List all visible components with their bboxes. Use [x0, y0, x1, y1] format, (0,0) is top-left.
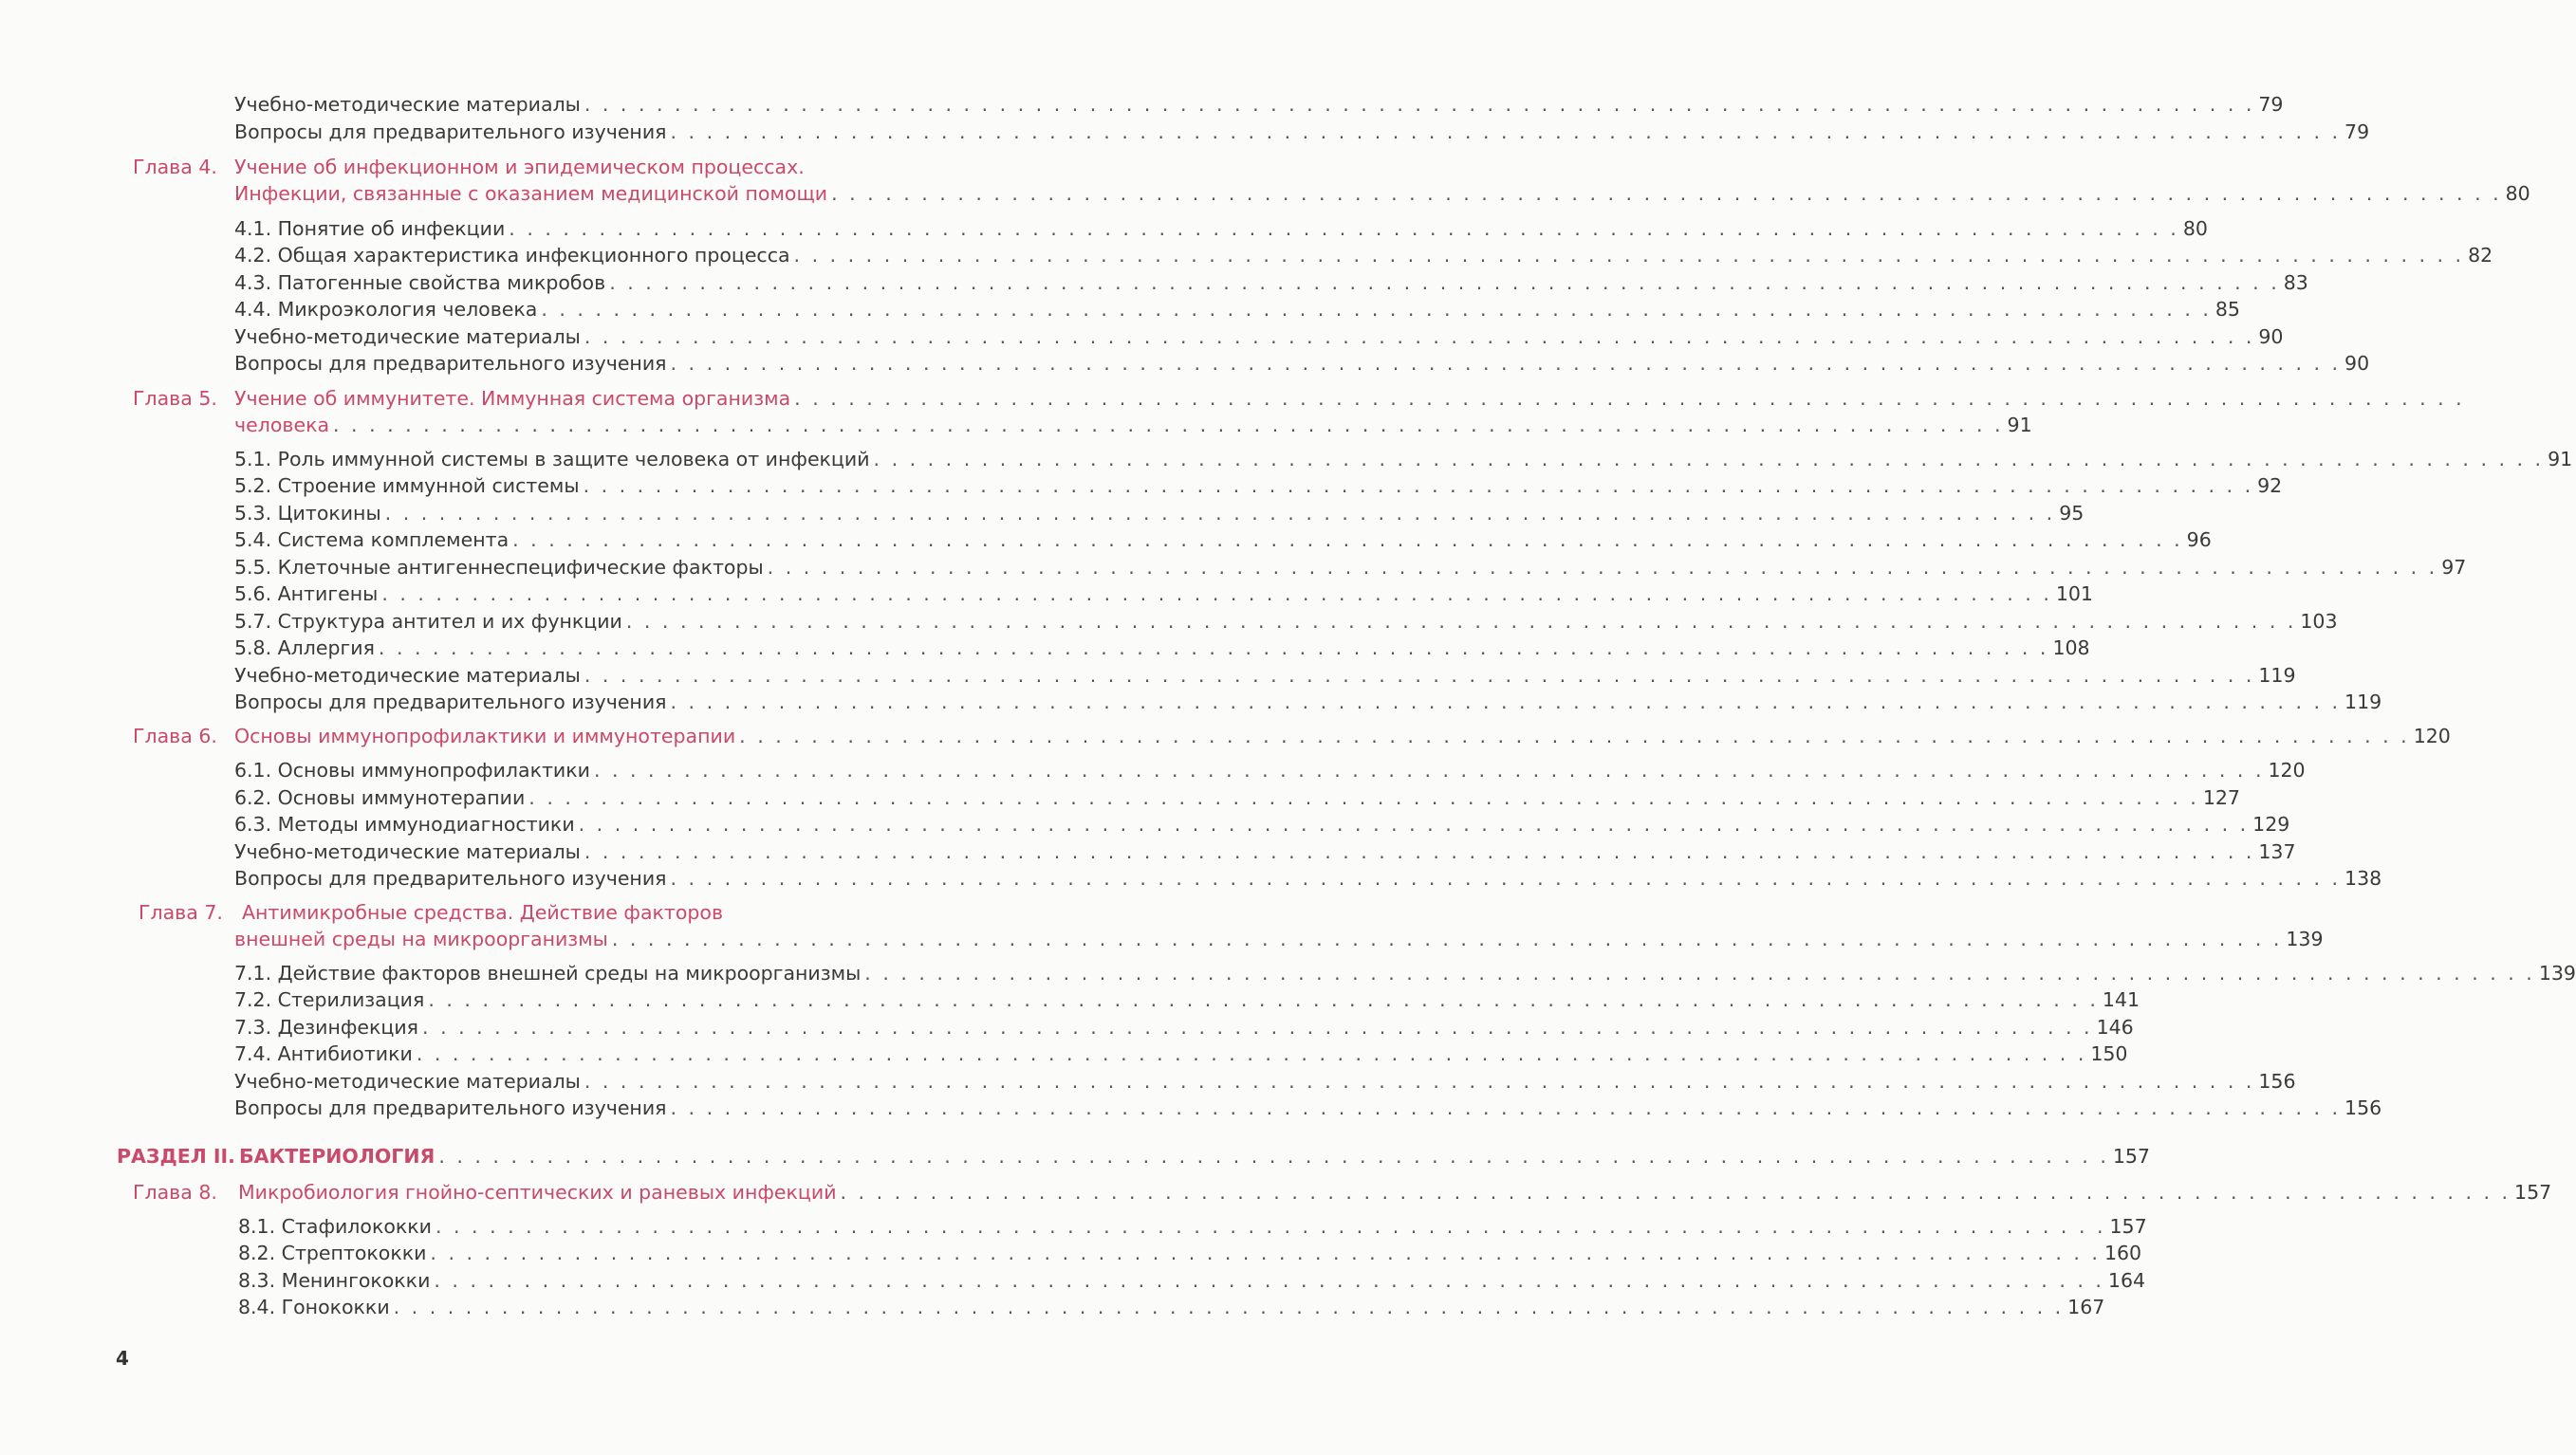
toc-entry — [0, 91, 2284, 118]
dot-leader: . . . . . . . . . . . . . . . . . . . . . . . . . . . . . . . . . . . . . . . . . . . . . . . . . . . . . . . . . . . . . . . . . . . . . . . . . . . . . . . . . . . . . . . . . . . . . — [584, 1070, 2255, 1093]
entry-title: 6.1. Основы иммунопрофилактики — [234, 759, 590, 782]
entry-title: Учебно-методические материалы — [234, 93, 581, 116]
page-number: 97 — [2441, 556, 2467, 579]
entry-title: 4.3. Патогенные свойства микробов — [234, 271, 606, 294]
page-number: 108 — [2052, 636, 2090, 659]
page-number: 95 — [2059, 502, 2085, 525]
toc-entry — [0, 635, 2090, 661]
toc-entry — [0, 689, 2382, 715]
page-number: 156 — [2344, 1096, 2382, 1119]
page-number: 139 — [2538, 962, 2576, 985]
dot-leader: . . . . . . . . . . . . . . . . . . . . . . . . . . . . . . . . . . . . . . . . . . . . . . . . . . . . . . . . . . . . . . . . . . . . . . . . . . . . . . . . . . . . . . . . . . . . . — [840, 1181, 2511, 1204]
dot-leader: . . . . . . . . . . . . . . . . . . . . . . . . . . . . . . . . . . . . . . . . . . . . . . . . . . . . . . . . . . . . . . . . . . . . . . . . . . . . . . . . . . . . . . . . . . . . . — [584, 93, 2255, 116]
dot-leader: . . . . . . . . . . . . . . . . . . . . . . . . . . . . . . . . . . . . . . . . . . . . . . . . . . . . . . . . . . . . . . . . . . . . . . . . . . . . . . . . . . . . . . . . . . . . . — [794, 387, 2465, 410]
dot-leader: . . . . . . . . . . . . . . . . . . . . . . . . . . . . . . . . . . . . . . . . . . . . . . . . . . . . . . . . . . . . . . . . . . . . . . . . . . . . . . . . . . . . . . . . . . . . . — [611, 928, 2283, 950]
entry-title: Вопросы для предварительного изучения — [234, 352, 667, 375]
toc-entry — [0, 296, 2240, 322]
toc-entry — [0, 865, 2382, 892]
page-number: 156 — [2258, 1070, 2296, 1093]
chapter-title: Микробиология гнойно-септических и раневых инфекций — [238, 1181, 837, 1204]
toc-entry — [0, 580, 2093, 607]
page-number: 119 — [2258, 664, 2296, 687]
dot-leader: . . . . . . . . . . . . . . . . . . . . . . . . . . . . . . . . . . . . . . . . . . . . . . . . . . . . . . . . . . . . . . . . . . . . . . . . . . . . . . . . . . . . . . . . . . . . . — [793, 244, 2465, 267]
dot-leader: . . . . . . . . . . . . . . . . . . . . . . . . . . . . . . . . . . . . . . . . . . . . . . . . . . . . . . . . . . . . . . . . . . . . . . . . . . . . . . . . . . . . . . . . . . . . . — [831, 182, 2502, 205]
entry-title: 8.1. Стафилококки — [238, 1215, 432, 1238]
toc-entry — [0, 1267, 2146, 1294]
page-number: 83 — [2283, 271, 2308, 294]
dot-leader: . . . . . . . . . . . . . . . . . . . . . . . . . . . . . . . . . . . . . . . . . . . . . . . . . . . . . . . . . . . . . . . . . . . . . . . . . . . . . . . . . . . . . . . . . . . . . — [584, 840, 2255, 863]
page-number: 150 — [2090, 1042, 2128, 1065]
page-number: 85 — [2215, 298, 2240, 321]
chapter-heading — [0, 899, 949, 926]
entry-title: 7.1. Действие факторов внешней среды на микроорганизмы — [234, 962, 862, 985]
section-title: БАКТЕРИОЛОГИЯ — [239, 1145, 436, 1168]
entry-title: 7.3. Дезинфекция — [234, 1016, 419, 1039]
entry-title: Учебно-методические материалы — [234, 1070, 581, 1093]
entry-title: 7.2. Стерилизация — [234, 988, 425, 1011]
toc-entry — [0, 350, 2370, 377]
chapter-heading-continued — [0, 412, 2032, 438]
dot-leader: . . . . . . . . . . . . . . . . . . . . . . . . . . . . . . . . . . . . . . . . . . . . . . . . . . . . . . . . . . . . . . . . . . . . . . . . . . . . . . . . . . . . . . . . . . . . . — [873, 448, 2545, 470]
page-number: 80 — [2505, 182, 2530, 205]
entry-title: 5.7. Структура антител и их функции — [234, 610, 622, 633]
page-number: 157 — [2109, 1215, 2147, 1238]
dot-leader: . . . . . . . . . . . . . . . . . . . . . . . . . . . . . . . . . . . . . . . . . . . . . . . . . . . . . . . . . . . . . . . . . . . . . . . . . . . . . . . . . . . . . . . . . . . . . — [593, 759, 2265, 782]
entry-title: Вопросы для предварительного изучения — [234, 691, 667, 713]
dot-leader: . . . . . . . . . . . . . . . . . . . . . . . . . . . . . . . . . . . . . . . . . . . . . . . . . . . . . . . . . . . . . . . . . . . . . . . . . . . . . . . . . . . . . . . . . . . . . — [670, 867, 2342, 890]
page-number: 96 — [2186, 528, 2212, 551]
dot-leader: . . . . . . . . . . . . . . . . . . . . . . . . . . . . . . . . . . . . . . . . . . . . . . . . . . . . . . . . . . . . . . . . . . . . . . . . . . . . . . . . . . . . . . . . . . . . . — [435, 1215, 2106, 1238]
dot-leader: . . . . . . . . . . . . . . . . . . . . . . . . . . . . . . . . . . . . . . . . . . . . . . . . . . . . . . . . . . . . . . . . . . . . . . . . . . . . . . . . . . . . . . . . . . . . . — [438, 1145, 2109, 1168]
dot-leader: . . . . . . . . . . . . . . . . . . . . . . . . . . . . . . . . . . . . . . . . . . . . . . . . . . . . . . . . . . . . . . . . . . . . . . . . . . . . . . . . . . . . . . . . . . . . . — [864, 962, 2535, 985]
dot-leader: . . . . . . . . . . . . . . . . . . . . . . . . . . . . . . . . . . . . . . . . . . . . . . . . . . . . . . . . . . . . . . . . . . . . . . . . . . . . . . . . . . . . . . . . . . . . . — [625, 610, 2297, 633]
toc-entry — [0, 662, 2296, 689]
dot-leader: . . . . . . . . . . . . . . . . . . . . . . . . . . . . . . . . . . . . . . . . . . . . . . . . . . . . . . . . . . . . . . . . . . . . . . . . . . . . . . . . . . . . . . . . . . . . . — [378, 636, 2049, 659]
entry-title: 5.5. Клеточные антигеннеспецифические факторы — [234, 556, 764, 579]
toc-entry — [0, 608, 2338, 635]
page-number: 127 — [2202, 786, 2240, 809]
section-heading — [0, 1143, 2150, 1170]
chapter-label: Глава 6. — [133, 725, 217, 747]
page-number: 80 — [2182, 217, 2208, 240]
toc-entry — [0, 1041, 2128, 1067]
toc-entry — [0, 119, 2370, 145]
dot-leader: . . . . . . . . . . . . . . . . . . . . . . . . . . . . . . . . . . . . . . . . . . . . . . . . . . . . . . . . . . . . . . . . . . . . . . . . . . . . . . . . . . . . . . . . . . . . . — [509, 217, 2179, 240]
toc-entry — [0, 554, 2467, 580]
entry-title: 7.4. Антибиотики — [234, 1042, 413, 1065]
entry-title: Учебно-методические материалы — [234, 325, 581, 348]
entry-title: 8.4. Гонококки — [238, 1296, 390, 1318]
entry-title: Учебно-методические материалы — [234, 664, 581, 687]
chapter-heading — [0, 154, 949, 180]
page-number: 120 — [2268, 759, 2306, 782]
chapter-label: Глава 4. — [133, 156, 217, 178]
page-number: 138 — [2344, 867, 2382, 890]
toc-entry — [0, 526, 2212, 553]
dot-leader: . . . . . . . . . . . . . . . . . . . . . . . . . . . . . . . . . . . . . . . . . . . . . . . . . . . . . . . . . . . . . . . . . . . . . . . . . . . . . . . . . . . . . . . . . . . . . — [670, 352, 2342, 375]
chapter-label: Глава 8. — [133, 1181, 217, 1204]
dot-leader: . . . . . . . . . . . . . . . . . . . . . . . . . . . . . . . . . . . . . . . . . . . . . . . . . . . . . . . . . . . . . . . . . . . . . . . . . . . . . . . . . . . . . . . . . . . . . — [528, 786, 2199, 809]
entry-title: 8.3. Менингококки — [238, 1269, 431, 1292]
toc-entry — [0, 757, 2306, 783]
page-number: 129 — [2252, 813, 2290, 836]
dot-leader: . . . . . . . . . . . . . . . . . . . . . . . . . . . . . . . . . . . . . . . . . . . . . . . . . . . . . . . . . . . . . . . . . . . . . . . . . . . . . . . . . . . . . . . . . . . . . — [670, 120, 2342, 143]
page-number: 141 — [2102, 988, 2140, 1011]
entry-title: 4.1. Понятие об инфекции — [234, 217, 506, 240]
chapter-title: Основы иммунопрофилактики и иммунотерапии — [234, 725, 736, 747]
entry-title: 4.2. Общая характеристика инфекционного процесса — [234, 244, 790, 267]
dot-leader: . . . . . . . . . . . . . . . . . . . . . . . . . . . . . . . . . . . . . . . . . . . . . . . . . . . . . . . . . . . . . . . . . . . . . . . . . . . . . . . . . . . . . . . . . . . . . — [384, 502, 2056, 525]
page-number: 164 — [2107, 1269, 2146, 1292]
entry-title: 5.4. Система комплемента — [234, 528, 510, 551]
entry-title: 5.8. Аллергия — [234, 636, 375, 659]
page-number: 139 — [2286, 928, 2324, 950]
page-number: 119 — [2344, 691, 2382, 713]
chapter-title: Инфекции, связанные с оказанием медицинской помощи — [234, 182, 828, 205]
entry-title: 5.2. Строение иммунной системы — [234, 474, 580, 497]
toc-entry — [0, 1240, 2142, 1266]
chapter-heading-continued — [0, 180, 2530, 207]
page-number: 92 — [2257, 474, 2283, 497]
entry-title: Вопросы для предварительного изучения — [234, 120, 667, 143]
dot-leader: . . . . . . . . . . . . . . . . . . . . . . . . . . . . . . . . . . . . . . . . . . . . . . . . . . . . . . . . . . . . . . . . . . . . . . . . . . . . . . . . . . . . . . . . . . . . . — [381, 582, 2052, 605]
toc-entry — [0, 269, 2308, 296]
page-number: 101 — [2055, 582, 2093, 605]
section-label: РАЗДЕЛ II. — [117, 1145, 235, 1168]
dot-leader: . . . . . . . . . . . . . . . . . . . . . . . . . . . . . . . . . . . . . . . . . . . . . . . . . . . . . . . . . . . . . . . . . . . . . . . . . . . . . . . . . . . . . . . . . . . . . — [584, 325, 2255, 348]
dot-leader: . . . . . . . . . . . . . . . . . . . . . . . . . . . . . . . . . . . . . . . . . . . . . . . . . . . . . . . . . . . . . . . . . . . . . . . . . . . . . . . . . . . . . . . . . . . . . — [416, 1042, 2087, 1065]
dot-leader: . . . . . . . . . . . . . . . . . . . . . . . . . . . . . . . . . . . . . . . . . . . . . . . . . . . . . . . . . . . . . . . . . . . . . . . . . . . . . . . . . . . . . . . . . . . . . — [430, 1242, 2101, 1264]
toc-entry — [0, 838, 2296, 865]
toc-entry — [0, 215, 2208, 242]
entry-title: 8.2. Стрептококки — [238, 1242, 427, 1264]
entry-title: 5.1. Роль иммунной системы в защите человека от инфекций — [234, 448, 870, 470]
page-number: 91 — [2007, 414, 2032, 436]
page-folio: 4 — [116, 1347, 129, 1370]
page-number: 167 — [2067, 1296, 2105, 1318]
chapter-heading — [0, 723, 2451, 749]
dot-leader: . . . . . . . . . . . . . . . . . . . . . . . . . . . . . . . . . . . . . . . . . . . . . . . . . . . . . . . . . . . . . . . . . . . . . . . . . . . . . . . . . . . . . . . . . . . . . — [333, 414, 2004, 436]
dot-leader: . . . . . . . . . . . . . . . . . . . . . . . . . . . . . . . . . . . . . . . . . . . . . . . . . . . . . . . . . . . . . . . . . . . . . . . . . . . . . . . . . . . . . . . . . . . . . — [767, 556, 2438, 579]
page-number: 103 — [2300, 610, 2338, 633]
page-number: 90 — [2344, 352, 2370, 375]
dot-leader: . . . . . . . . . . . . . . . . . . . . . . . . . . . . . . . . . . . . . . . . . . . . . . . . . . . . . . . . . . . . . . . . . . . . . . . . . . . . . . . . . . . . . . . . . . . . . — [541, 298, 2212, 321]
page-number: 79 — [2344, 120, 2370, 143]
toc-entry — [0, 1068, 2296, 1095]
toc-entry — [0, 1014, 2134, 1041]
dot-leader: . . . . . . . . . . . . . . . . . . . . . . . . . . . . . . . . . . . . . . . . . . . . . . . . . . . . . . . . . . . . . . . . . . . . . . . . . . . . . . . . . . . . . . . . . . . . . — [670, 691, 2342, 713]
page-number: 146 — [2096, 1016, 2134, 1039]
chapter-title: человека — [234, 414, 330, 436]
toc-entry — [0, 1294, 2105, 1320]
chapter-heading — [0, 1179, 2552, 1206]
dot-leader: . . . . . . . . . . . . . . . . . . . . . . . . . . . . . . . . . . . . . . . . . . . . . . . . . . . . . . . . . . . . . . . . . . . . . . . . . . . . . . . . . . . . . . . . . . . . . — [434, 1269, 2104, 1292]
chapter-title: внешней среды на микроорганизмы — [234, 928, 608, 950]
entry-title: 5.6. Антигены — [234, 582, 379, 605]
dot-leader: . . . . . . . . . . . . . . . . . . . . . . . . . . . . . . . . . . . . . . . . . . . . . . . . . . . . . . . . . . . . . . . . . . . . . . . . . . . . . . . . . . . . . . . . . . . . . — [422, 1016, 2093, 1039]
dot-leader: . . . . . . . . . . . . . . . . . . . . . . . . . . . . . . . . . . . . . . . . . . . . . . . . . . . . . . . . . . . . . . . . . . . . . . . . . . . . . . . . . . . . . . . . . . . . . — [584, 664, 2255, 687]
page-number: 120 — [2413, 725, 2451, 747]
toc-entry — [0, 472, 2283, 499]
toc-entry — [0, 1213, 2147, 1240]
entry-title: Учебно-методические материалы — [234, 840, 581, 863]
dot-leader: . . . . . . . . . . . . . . . . . . . . . . . . . . . . . . . . . . . . . . . . . . . . . . . . . . . . . . . . . . . . . . . . . . . . . . . . . . . . . . . . . . . . . . . . . . . . . — [393, 1296, 2065, 1318]
page-number: 137 — [2258, 840, 2296, 863]
entry-title: 6.3. Методы иммунодиагностики — [234, 813, 575, 836]
dot-leader: . . . . . . . . . . . . . . . . . . . . . . . . . . . . . . . . . . . . . . . . . . . . . . . . . . . . . . . . . . . . . . . . . . . . . . . . . . . . . . . . . . . . . . . . . . . . . — [512, 528, 2183, 551]
page-number: 79 — [2258, 93, 2284, 116]
chapter-heading-continued — [0, 926, 2324, 952]
dot-leader: . . . . . . . . . . . . . . . . . . . . . . . . . . . . . . . . . . . . . . . . . . . . . . . . . . . . . . . . . . . . . . . . . . . . . . . . . . . . . . . . . . . . . . . . . . . . . — [670, 1096, 2342, 1119]
toc-entry — [0, 986, 2140, 1013]
entry-title: 4.4. Микроэкология человека — [234, 298, 538, 321]
dot-leader: . . . . . . . . . . . . . . . . . . . . . . . . . . . . . . . . . . . . . . . . . . . . . . . . . . . . . . . . . . . . . . . . . . . . . . . . . . . . . . . . . . . . . . . . . . . . . — [609, 271, 2280, 294]
toc-entry — [0, 811, 2290, 838]
toc-entry — [0, 323, 2284, 350]
entry-title: Вопросы для предварительного изучения — [234, 867, 667, 890]
chapter-title: Учение об инфекционном и эпидемическом процессах. — [234, 156, 805, 178]
page-number: 82 — [2468, 244, 2493, 267]
dot-leader: . . . . . . . . . . . . . . . . . . . . . . . . . . . . . . . . . . . . . . . . . . . . . . . . . . . . . . . . . . . . . . . . . . . . . . . . . . . . . . . . . . . . . . . . . . . . . — [428, 988, 2099, 1011]
toc-entry — [0, 242, 2493, 268]
page-number: 91 — [2548, 448, 2573, 470]
page-number: 160 — [2103, 1242, 2142, 1264]
entry-title: 5.3. Цитокины — [234, 502, 381, 525]
page-number: 157 — [2112, 1145, 2150, 1168]
chapter-label: Глава 5. — [133, 387, 217, 410]
dot-leader: . . . . . . . . . . . . . . . . . . . . . . . . . . . . . . . . . . . . . . . . . . . . . . . . . . . . . . . . . . . . . . . . . . . . . . . . . . . . . . . . . . . . . . . . . . . . . — [578, 813, 2250, 836]
toc-entry — [0, 500, 2085, 526]
chapter-title: Антимикробные средства. Действие факторов — [242, 901, 724, 924]
toc-entry — [0, 960, 2576, 986]
dot-leader: . . . . . . . . . . . . . . . . . . . . . . . . . . . . . . . . . . . . . . . . . . . . . . . . . . . . . . . . . . . . . . . . . . . . . . . . . . . . . . . . . . . . . . . . . . . . . — [739, 725, 2410, 747]
chapter-label: Глава 7. — [139, 901, 223, 924]
toc-entry — [0, 784, 2240, 811]
chapter-title: Учение об иммунитете. Иммунная система организма — [234, 387, 791, 410]
chapter-heading — [0, 385, 2465, 412]
page-number: 157 — [2514, 1181, 2552, 1204]
entry-title: 6.2. Основы иммунотерапии — [234, 786, 526, 809]
toc-entry — [0, 446, 2573, 472]
page-number: 90 — [2258, 325, 2284, 348]
toc-entry — [0, 1095, 2382, 1121]
dot-leader: . . . . . . . . . . . . . . . . . . . . . . . . . . . . . . . . . . . . . . . . . . . . . . . . . . . . . . . . . . . . . . . . . . . . . . . . . . . . . . . . . . . . . . . . . . . . . — [583, 474, 2254, 497]
entry-title: Вопросы для предварительного изучения — [234, 1096, 667, 1119]
